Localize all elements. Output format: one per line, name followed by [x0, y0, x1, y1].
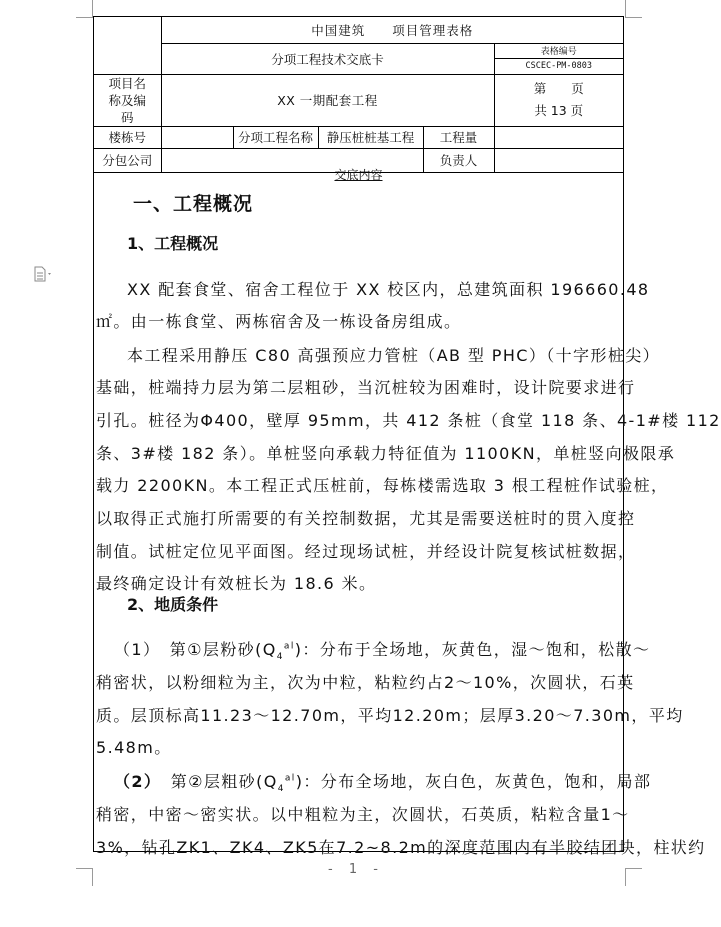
subitem-name-label: 分项工程名称	[233, 126, 318, 148]
content-section-title: 交底内容	[334, 168, 383, 182]
geology-line: 3%，钻孔ZK1、ZK4、ZK5在7.2~8.2m的深度范围内有半胶结团块，柱状约	[96, 838, 706, 857]
page-number-cell	[494, 74, 623, 126]
page-current: 第 页	[533, 81, 584, 96]
subitem-name-value: 静压桩桩基工程	[318, 126, 423, 148]
building-label: 楼栋号	[94, 126, 161, 148]
form-code-label: 表格编号	[495, 44, 624, 60]
form-code-value: CSCEC-PM-0803	[525, 61, 593, 72]
paragraph-line: 以取得正式施打所需要的有关控制数据，尤其是需要送桩时的贯入度控	[96, 509, 636, 528]
page-total: 共 13 页	[534, 103, 584, 118]
subcontractor-label: 分包公司	[94, 148, 161, 172]
paragraph-line: 载力 2200KN。本工程正式压桩前，每栋楼需选取 3 根工程桩作试验桩，	[96, 476, 669, 495]
geology-line: 稍密状，以粉细粒为主，次为中粒，粘粒约占2～10%，次圆状，石英	[96, 673, 635, 692]
paragraph-line: 基础，桩端持力层为第二层粗砂，当沉桩较为困难时，设计院要求进行	[96, 378, 636, 397]
paragraph-line: 制值。试桩定位见平面图。经过现场试桩，并经设计院复核试桩数据，	[96, 542, 636, 561]
page-corner-mark-top-left	[76, 0, 93, 18]
document-page-frame	[93, 16, 721, 857]
section-heading: 一、工程概况	[133, 193, 254, 215]
geology-line-1: （1） 第①层粉砂$(Q_4^{al})$：分布于全场地，灰黄色，湿～饱和，松散～	[114, 640, 651, 663]
geology-line: 质。层顶标高11.23～12.70m，平均12.20m；层厚3.20～7.30m，平均	[96, 706, 684, 725]
geology-line: 稍密，中密～密实状。以中粗粒为主，次圆状，石英质，粘粒含量1～	[96, 805, 630, 824]
paragraph-line: XX 配套食堂、宿舍工程位于 XX 校区内，总建筑面积 196660.48	[127, 280, 650, 299]
project-name-value: XX 一期配套工程	[161, 74, 494, 126]
subsection-heading-overview: 1、工程概况	[127, 234, 219, 253]
page-corner-mark-top-right	[625, 0, 642, 18]
quantity-value[interactable]	[494, 126, 623, 148]
header-table	[94, 17, 623, 173]
subsection-heading-geology: 2、地质条件	[127, 595, 219, 614]
form-title: 中国建筑 项目管理表格	[161, 17, 623, 43]
document-margin-icon[interactable]	[33, 266, 55, 282]
paragraph-line: 本工程采用静压 C80 高强预应力管桩（AB 型 PHC）（十字形桩尖）	[127, 346, 661, 365]
paragraph-line: 引孔。桩径为Φ400，壁厚 95mm，共 412 条桩（食堂 118 条、4-1#楼 112	[96, 411, 721, 430]
paragraph-line: ㎡。由一栋食堂、两栋宿舍及一栋设备房组成。	[96, 312, 462, 331]
page-number-footer: - 1 -	[328, 862, 384, 877]
quantity-label: 工程量	[423, 126, 494, 148]
paragraph-line: 条、3#楼 182 条）。单桩竖向承载力特征值为 1100KN，单桩竖向极限承	[96, 444, 676, 463]
project-name-label: 项目名称及编码	[94, 74, 161, 126]
geology-line-2: （2） 第②层粗砂$(Q_4^{al})$：分布全场地，灰白色，灰黄色，饱和，局部	[114, 772, 652, 795]
building-value[interactable]	[161, 126, 233, 148]
paragraph-line: 最终确定设计有效桩长为 18.6 米。	[96, 574, 377, 593]
form-subtitle: 分项工程技术交底卡	[161, 43, 494, 74]
geology-line: 5.48m。	[96, 738, 172, 757]
person-in-charge-label: 负责人	[423, 148, 494, 172]
